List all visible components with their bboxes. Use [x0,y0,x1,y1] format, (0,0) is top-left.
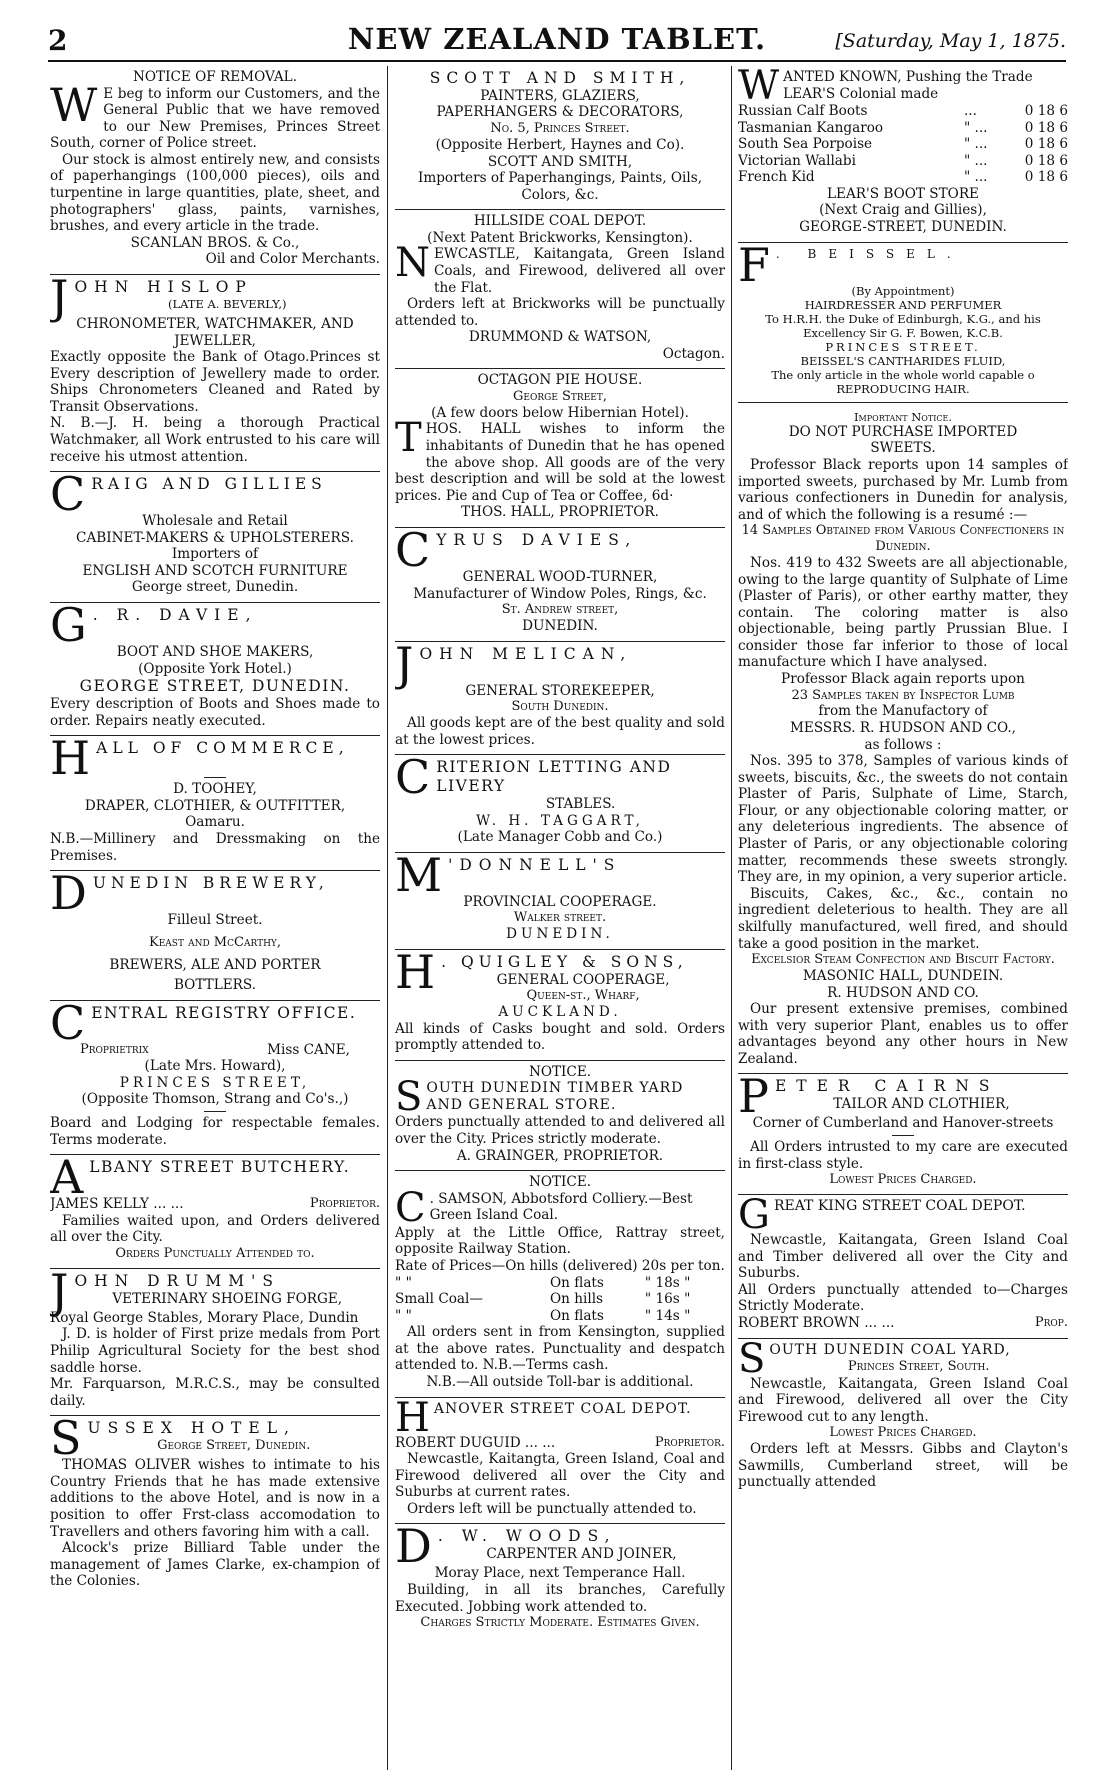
ad-body: All kinds of Casks bought and sold. Orders promptly attended to. [395,1020,725,1054]
ad-heading: ALL OF COMMERCE, [96,739,349,758]
ad-line: Lowest Prices Charged. [829,1172,977,1188]
drop-cap: T [395,415,422,462]
ad-heading: . SAMSON, Abbotsford Colliery.—Best Green Island Coal. [429,1190,693,1224]
ad-line: PAPERHANGERS & DECORATORS, [436,104,684,121]
ad-octagon-pie-house [395,369,725,527]
ad-line: Walker street. [513,910,607,926]
ad-body: Board and Lodging for respectable females. Terms moderate. [50,1115,380,1148]
price-row: South Sea Porpoise " ... 0 18 6 [738,136,1068,153]
ad-line: N.B.—All outside Toll-bar is additional. [426,1374,694,1390]
ad-heading: ANOVER STREET COAL DEPOT. [433,1400,692,1417]
price-table [395,1275,725,1325]
ad-peter-cairns [738,1069,1068,1195]
ad-body: Professor Black reports upon 14 samples of imported sweets, purchased by Mr. Lumb from various confectioners in Dunedin for analysis, and of which the following is a resumé :— [738,456,1068,523]
column-divider [387,66,388,1770]
ad-line: (By Appointment) [851,283,955,298]
ad-body: Every description of Boots and Shoes made to order. Repairs neatly executed. [50,696,380,729]
ad-line: TAILOR AND CLOTHIER, [833,1096,1010,1113]
ad-body: Nos. 419 to 432 Sweets are all abjectionable, owing to the large quantity of Sulphate of Lime (Plaster of Paris), or other earthy matter, they contain. The coloring matter is also objectionable, being partly Prussian Blue. I consider those far inferior to those of local manufacture which I have analysed. [738,554,1068,671]
drop-cap: N [395,240,430,287]
ad-body: Orders punctually attended to and delivered all over the City. Prices strictly moderate. [395,1114,725,1148]
ad-quigley-sons [395,944,725,1061]
ad-sussex-hotel [50,1411,380,1596]
ad-body: Alcock's prize Billiard Table under the management of James Clarke, ex-champion of the Colonies. [50,1540,380,1590]
price-row: Tasmanian Kangaroo " ... 0 18 6 [738,119,1068,136]
ad-heading: . BEISSEL. [775,246,963,261]
ad-line: BOOT AND SHOE MAKERS, [116,644,314,661]
ad-line: Proprietrix [80,1041,149,1057]
ad-body: EWCASTLE, Kaitangata, Green Island Coals, and Firewood, delivered all over the Flat. [434,246,725,296]
drop-cap: C [395,750,431,805]
ad-line: DUNEDIN. [506,926,614,943]
ad-heading: OUTH DUNEDIN COAL YARD, [769,1341,1011,1358]
ad-scott-smith [395,66,725,210]
ad-mdonnell-cooperage [395,847,725,950]
drop-cap: G [738,1192,770,1239]
ad-line: BOTTLERS. [173,977,257,994]
ad-dunedin-brewery [50,866,380,1001]
ad-line: No. 5, Princes Street. [490,121,630,137]
ad-line: CHRONOMETER, WATCHMAKER, AND JEWELLER, [76,315,354,349]
ad-body: Biscuits, Cakes, &c., &c., contain no ingredient deleterious to health. They are all skilfully manufactured, well fired, and should take a good position in the market. [738,885,1068,952]
ad-body: Exactly opposite the Bank of Otago.Princes st Every description of Jewellery made to order. Ships Chronometers Cleaned and Rated by Transit Observations. [50,349,380,415]
ad-line: Princes Street, South. [847,1358,990,1374]
ad-line: JAMES KELLY ... ... [50,1196,184,1213]
ad-heading: OHN DRUMM'S [74,1271,280,1290]
ad-body: Our stock is almost entirely new, and consists of paperhangings (100,000 pieces), oils and turpentine in large quantities, plate, sheet, and photographers' glass, paints, varnishes, brushes, and every article in the trade. [50,151,380,235]
ad-body: Apply at the Little Office, Rattray street, opposite Railway Station. [395,1224,725,1258]
drop-cap: D [395,1519,432,1574]
ad-heading: USSEX HOTEL, [87,1419,296,1438]
ad-body: N.B.—Millinery and Dressmaking on the Premises. [50,830,380,864]
ad-line: Prop. [1034,1314,1068,1330]
ad-heading: RAIG AND GILLIES [91,475,327,494]
ad-line: ROBERT BROWN ... ... [738,1314,895,1331]
ad-heading: ANTED KNOWN, Pushing the Trade [783,69,1033,85]
drop-cap: A [50,1150,84,1205]
ad-heading: SCOTT AND SMITH, [429,69,691,87]
ad-line: Keast and McCarthy, [149,934,281,950]
ad-line: Importers of Paperhangings, Paints, Oils, Colors, &c. [417,170,703,203]
drop-cap: P [738,1069,769,1124]
price-row: Russian Calf Boots ... 0 18 6 [738,103,1068,119]
ad-body: All Orders intrusted to my care are executed in first-class style. [738,1139,1068,1172]
drop-cap: W [738,66,780,109]
ad-line: CABINET-MAKERS & UPHOLSTERERS. [76,529,354,546]
drop-cap: H [50,731,91,786]
ad-line: VETERINARY SHOEING FORGE, [112,1290,343,1307]
ad-line: HAIRDRESSER AND PERFUMER [804,297,1002,312]
ad-line: from the Manufactory of [818,703,988,720]
ad-john-drumm [50,1263,380,1416]
ad-heading: . W. WOODS, [437,1527,617,1546]
ad-line: (A few doors below Hibernian Hotel). [431,404,689,421]
ad-body: Royal George Stables, Morary Place, Dundin [50,1309,359,1326]
ad-south-dunedin-coal [738,1335,1068,1497]
ad-woods-carpenter [395,1519,725,1637]
drop-cap: W [50,77,98,132]
ad-line: Important Notice. [854,409,952,424]
ad-body: Families waited upon, and Orders delivered all over the City. [50,1212,380,1246]
newspaper-title: NEW ZEALAND TABLET. [347,22,767,56]
price-row: French Kid " ... 0 18 6 [738,169,1068,186]
ad-craig-gillies [50,467,380,603]
ad-line: Importers of [171,546,259,563]
ad-line: GENERAL COOPERAGE, [496,971,670,988]
ad-body: J. D. is holder of First prize medals from Port Philip Agricultural Society for the best shod saddle horse. [50,1326,380,1376]
ad-heading: . R. DAVIE, [92,606,258,625]
ad-body: All Orders punctually attended to—Charges Strictly Moderate. [738,1281,1068,1315]
ad-body: Orders left at Messrs. Gibbs and Clayton's Sawmills, Cumberland street, will be punctually attended [738,1441,1068,1491]
ad-title: NOTICE. [528,1174,592,1191]
ad-line: GENERAL STOREKEEPER, [465,682,655,699]
drop-cap: F [738,237,770,292]
ad-body: Newcastle, Kaitangata, Green Island Coal and Firewood, delivered all over the City Firewood cut to any length. [738,1375,1068,1425]
ad-body: Our present extensive premises, combined with very superior Plant, enables us to offer advantages beyond any other hours in New Zealand. [738,1001,1068,1067]
ad-line: George Street, [513,389,607,405]
ad-heading: . QUIGLEY & SONS, [441,952,688,971]
ad-firm: SCANLAN BROS. & Co., [130,234,300,251]
ad-albany-butchery [50,1150,380,1269]
ad-subheading: 14 Samples Obtained from Various Confectioners in Dunedin. [741,523,1065,555]
ad-line: GEORGE STREET, DUNEDIN. [79,677,351,696]
ad-title: SWEETS. [870,440,936,457]
ad-line: To H.R.H. the Duke of Edinburgh, K.G., and his Excellency Sir G. F. Bowen, K.C.B. [765,311,1041,340]
ad-body: THOMAS OLIVER wishes to intimate to his Country Friends that he has made extensive additions to the above Hotel, and is now in a position to offer Frst-class accomodation to Travellers and others favoring him with a call. [50,1457,380,1540]
ad-line: St. Andrew street, [501,602,619,618]
ad-subheading: Excelsior Steam Confection and Biscuit Factory. [751,952,1055,968]
ad-line: Manufacturer of Window Poles, Rings, &c. [413,585,707,602]
ad-heading: OHN HISLOP [74,277,253,296]
price-row: Victorian Wallabi " ... 0 18 6 [738,152,1068,169]
ad-line: Professor Black again reports upon [781,671,1025,687]
drop-cap: D [50,866,87,921]
ad-line: (Opposite Thomson, Strang and Co's.,) [81,1091,349,1108]
ad-john-melican [395,636,725,756]
ad-heading: YRUS DAVIES, [436,530,638,549]
drop-cap: H [395,944,436,999]
ad-line: LEAR'S Colonial made [783,85,939,102]
ad-title: OCTAGON PIE HOUSE. [477,372,643,389]
ad-line: Rate of Prices—On hills (delivered) 20s per ton. [395,1257,725,1274]
ad-line: MASONIC HALL, DUNDEIN. [802,967,1004,984]
ad-line: PROVINCIAL COOPERAGE. [463,893,657,910]
price-cell: On flats [550,1307,604,1324]
ad-body: E beg to inform our Customers, and the General Public that we have removed to our New Premises, Princes Street South, corner of Police street. [50,85,380,152]
ad-heading: LBANY STREET BUTCHERY. [89,1158,351,1177]
price-cell: " 16s " [644,1291,691,1308]
ad-line: Proprietor. [309,1196,380,1212]
column-3 [738,66,1068,1770]
ad-line: PRINCES STREET, [119,1074,311,1091]
ad-body: Orders left at Brickworks will be punctually attended to. [395,296,725,329]
column-divider [731,66,732,1770]
ad-line: Charges Strictly Moderate. Estimates Given. [420,1615,700,1631]
ad-title: DO NOT PURCHASE IMPORTED [788,423,1018,440]
drop-cap: S [50,1411,82,1466]
ad-line: REPRODUCING HAIR. [836,381,970,396]
ad-line: (Next Patent Brickworks, Kensington). [427,229,693,246]
ad-body: Newcastle, Kaitangata, Green Island Coal and Timber delivered all over the City and Suburbs. [738,1232,1068,1282]
ad-line: Filleul Street. [167,912,263,929]
ad-body: Nos. 395 to 378, Samples of various kinds of sweets, biscuits, &c., the sweets do not contain Plaster of Paris, Sulphate of Lime, Starch, Flour, or any objectionable coloring matter, or any deleterious ingredients. The absence of Plaster of Paris, or any objectionable coloring matter, recommends these sweets strongly. They are, in my opinion, a very superior article. [738,753,1068,886]
ad-line: LEAR'S BOOT STORE [827,185,979,202]
ad-line: (Opposite York Hotel.) [138,660,292,677]
ad-line: DRUMMOND & WATSON, [468,329,652,346]
ad-line: SCOTT AND SMITH, [487,153,633,170]
ad-line: GENERAL WOOD-TURNER, [462,568,658,585]
ad-line: Moray Place, next Temperance Hall. [434,1565,686,1582]
ad-subtitle: Oil and Color Merchants. [205,251,380,268]
ad-line: Corner of Cumberland and Hanover-streets [752,1115,1054,1132]
price-cell: " " [395,1274,412,1291]
price-cell: On flats [550,1274,604,1291]
price-cell: On hills [550,1291,604,1308]
ad-hudson-sweets [738,403,1068,1075]
ad-heading: REAT KING STREET COAL DEPOT. [773,1198,1026,1215]
ad-body: All goods kept are of the best quality and sold at the lowest prices. [395,714,725,748]
boot-price-list [738,103,1068,186]
ad-body: All orders sent in from Kensington, supplied at the above rates. Punctuality and despatch attended to. N.B.—Terms cash. [395,1324,725,1374]
ad-body: Building, in all its branches, Carefully Executed. Jobbing work attended to. [395,1582,725,1615]
ad-body: N. B.—J. H. being a thorough Practical Watchmaker, all Work entrusted to his care will receive his utmost attention. [50,415,380,465]
ad-line: A. GRAINGER, PROPRIETOR. [456,1147,664,1164]
ad-heading: UNEDIN BREWERY, [92,874,329,893]
masthead [48,20,1066,58]
ad-line: Miss CANE, [267,1041,350,1058]
ad-great-king-coal [738,1192,1068,1338]
ad-line: (Next Craig and Gillies), [819,202,987,219]
ad-line: George Street, Dunedin. [157,1438,311,1454]
drop-cap: M [395,847,443,902]
ad-line: Orders Punctually Attended to. [115,1245,315,1261]
masthead-rule [48,60,1066,62]
ad-title: NOTICE. [528,1063,592,1080]
ad-line: PAINTERS, GLAZIERS, [480,87,640,104]
ad-line: STABLES. [545,795,616,812]
ad-line: DUNEDIN. [522,617,598,634]
page-number: 2 [48,24,68,57]
ad-line: ENGLISH AND SCOTCH FURNITURE [82,562,348,579]
ad-body: HOS. HALL wishes to inform the inhabitants of Dunedin that he has opened the above shop. All goods are of the very best description and will be sold at the lowest prices. Pie and Cup of Tea or Coffee, 6d· [395,421,725,504]
ad-removal [50,66,380,275]
ad-line: GEORGE-STREET, DUNEDIN. [799,219,1007,236]
drop-cap: J [50,269,69,324]
ad-line: Lowest Prices Charged. [829,1425,977,1441]
ad-line: R. HUDSON AND CO. [827,984,979,1001]
ad-line: Octagon. [662,345,725,362]
price-cell: " 14s " [644,1307,691,1324]
ad-line: (Opposite Herbert, Haynes and Co). [435,136,685,153]
ad-line: The only article in the whole world capable o [771,367,1035,382]
ad-hall-of-commerce [50,731,380,871]
ad-samson-colliery [395,1171,725,1397]
ad-line: ROBERT DUGUID ... ... [395,1434,556,1451]
ad-hillside-coal [395,210,725,369]
ad-line: George street, Dunedin. [131,579,299,596]
ad-line: (LATE A. BEVERLY,) [167,296,287,311]
issue-date: [Saturday, May 1, 1875. [835,30,1066,52]
ad-line: THOS. HALL, PROPRIETOR. [461,504,659,521]
ad-heading: OHN MELICAN, [419,644,633,663]
ad-line: (Late Manager Cobb and Co.) [457,829,663,846]
ad-central-registry [50,995,380,1155]
price-cell: " " [395,1307,412,1324]
drop-cap: C [395,1184,426,1231]
ad-hanover-coal [395,1394,725,1525]
ad-line: W. H. TAGGART, [476,812,644,829]
drop-cap: C [50,467,86,522]
ad-beissel-hairdresser [738,237,1068,403]
ad-criterion-stables [395,750,725,853]
ad-line: (Late Mrs. Howard), [144,1058,286,1075]
ad-heading: ENTRAL REGISTRY OFFICE. [91,1003,357,1022]
ad-heading: 'DONNELL'S [448,855,622,874]
ad-line: DRAPER, CLOTHIER, & OUTFITTER, [84,797,346,814]
ad-heading: RITERION LETTING AND LIVERY [436,758,672,796]
ad-line: Proprietor. [654,1434,725,1450]
ad-line: Queen-st., Wharf, [526,988,640,1004]
ad-line: PRINCES STREET. [825,339,981,354]
price-cell: Small Coal— [395,1291,483,1308]
drop-cap: S [395,1074,423,1121]
ad-line: as follows : [864,736,942,753]
ad-heading: ETER CAIRNS [774,1077,1000,1096]
ad-line: AUCKLAND. [498,1004,622,1021]
ad-title: NOTICE OF REMOVAL. [132,69,298,85]
ad-title: HILLSIDE COAL DEPOT. [473,213,647,230]
ad-body: Mr. Farquarson, M.R.C.S., may be consulted daily. [50,1376,380,1409]
ad-cyrus-davies [395,522,725,642]
drop-cap: J [395,636,414,691]
ad-timber-yard [395,1061,725,1171]
ad-line: D. TOOHEY, [173,781,257,798]
drop-cap: H [395,1394,430,1441]
ad-subheading: 23 Samples taken by Inspector Lumb [791,687,1015,703]
drop-cap: C [50,995,86,1050]
ad-davie [50,598,380,736]
drop-cap: G [50,598,87,653]
column-2 [395,66,725,1770]
ad-line: South Dunedin. [511,699,609,715]
ad-line: Wholesale and Retail [142,513,288,530]
ad-body: Orders left will be punctually attended to. [407,1500,697,1517]
ad-line: MESSRS. R. HUDSON AND CO., [789,720,1016,737]
drop-cap: C [395,522,431,577]
price-cell: " 18s " [644,1274,691,1291]
ad-line: BEISSEL'S CANTHARIDES FLUID, [800,353,1006,368]
ad-line: Oamaru. [185,814,245,831]
ad-body: Newcastle, Kaitangta, Green Island, Coal and Firewood delivered all over the City and Suburbs at current rates. [395,1451,725,1501]
ad-john-hislop [50,269,380,472]
drop-cap: J [50,1263,69,1318]
ad-line: CARPENTER AND JOINER, [486,1546,677,1563]
ad-lears-boot-store [738,66,1068,243]
ad-line: BREWERS, ALE AND PORTER [109,956,321,973]
column-1 [50,66,380,1770]
ad-heading: OUTH DUNEDIN TIMBER YARD AND GENERAL STORE. [426,1080,684,1114]
drop-cap: S [738,1335,766,1382]
